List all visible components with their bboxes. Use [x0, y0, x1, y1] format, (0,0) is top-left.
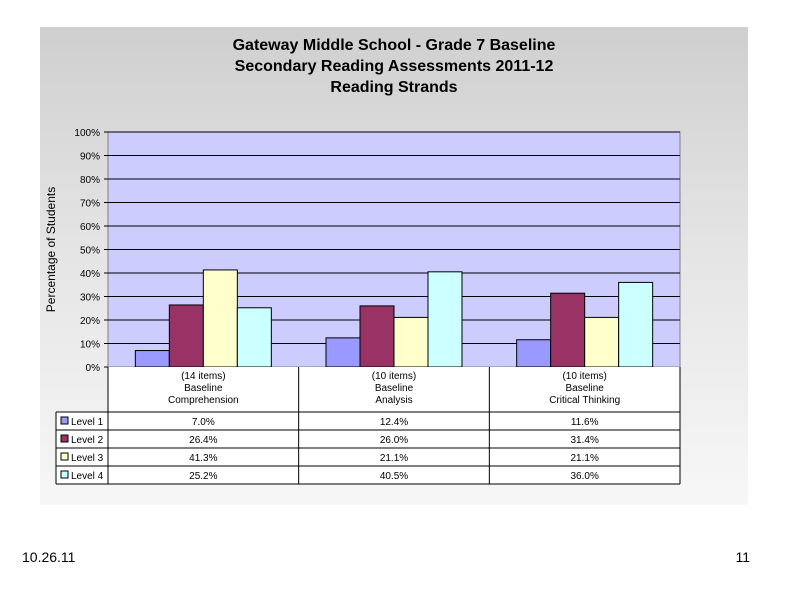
- y-tick-label: 0%: [85, 363, 100, 374]
- bar-level-1: [517, 340, 551, 367]
- data-label: 31.4%: [570, 435, 599, 446]
- category-label: Critical Thinking: [549, 395, 621, 406]
- legend-key: [61, 471, 68, 478]
- y-tick-label: 10%: [79, 339, 100, 351]
- category-label: Baseline: [374, 383, 414, 394]
- bar-level-4: [619, 282, 653, 367]
- bar-level-2: [360, 306, 394, 367]
- data-label: 41.3%: [189, 453, 218, 464]
- data-label: 7.0%: [191, 417, 215, 428]
- y-tick-label: 90%: [79, 151, 100, 163]
- data-label: 25.2%: [189, 471, 218, 482]
- legend-key: [61, 417, 68, 424]
- data-label: 36.0%: [570, 471, 599, 482]
- chart-subtitle-2: Reading Strands: [330, 79, 458, 96]
- legend-label: Level 1: [71, 417, 104, 428]
- category-label: Baseline: [184, 383, 223, 394]
- category-label: (14 items): [181, 371, 226, 382]
- data-label: 11.6%: [570, 417, 599, 428]
- data-label: 40.5%: [379, 471, 409, 482]
- y-tick-label: 80%: [79, 175, 100, 186]
- bar-level-4: [428, 272, 462, 367]
- y-tick-label: 100%: [74, 128, 100, 139]
- data-label: 12.4%: [379, 417, 409, 428]
- category-label: Comprehension: [168, 395, 239, 406]
- y-tick-label: 20%: [79, 316, 100, 327]
- category-label: (10 items): [371, 371, 417, 382]
- chart-title: Gateway Middle School - Grade 7 Baseline: [232, 37, 556, 54]
- y-axis-label: Percentage of Students: [44, 186, 58, 313]
- bar-level-2: [169, 305, 203, 367]
- y-tick-label: 30%: [79, 292, 100, 304]
- category-label: (10 items): [562, 371, 607, 382]
- bar-level-3: [394, 317, 428, 367]
- data-label: 26.0%: [379, 435, 409, 446]
- chart-subtitle: Secondary Reading Assessments 2011-12: [234, 58, 554, 75]
- category-label: Analysis: [375, 395, 413, 406]
- page-number: 11: [735, 549, 750, 565]
- bar-level-3: [203, 270, 237, 367]
- legend-label: Level 4: [71, 471, 104, 482]
- data-label: 21.1%: [570, 453, 599, 464]
- legend-key: [61, 453, 68, 460]
- bar-level-3: [585, 317, 619, 367]
- bar-level-1: [135, 351, 169, 367]
- bar-level-2: [551, 293, 585, 367]
- y-tick-label: 50%: [79, 245, 100, 257]
- y-tick-label: 70%: [79, 198, 100, 210]
- bar-level-4: [237, 308, 271, 367]
- data-label: 21.1%: [379, 453, 409, 464]
- legend-key: [61, 435, 68, 442]
- y-tick-label: 40%: [79, 269, 100, 280]
- bar-level-1: [326, 338, 360, 367]
- legend-label: Level 2: [71, 435, 104, 446]
- category-label: Baseline: [565, 383, 604, 394]
- y-tick-label: 60%: [79, 222, 100, 233]
- data-label: 26.4%: [189, 435, 218, 446]
- footer-date: 10.26.11: [22, 549, 76, 565]
- legend-label: Level 3: [71, 453, 104, 464]
